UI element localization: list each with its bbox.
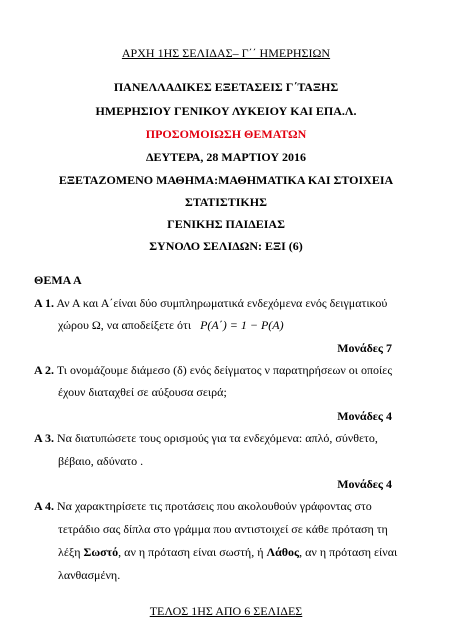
marks-a3: Μονάδες 4	[337, 477, 392, 491]
page-count: ΣΥΝΟΛΟ ΣΕΛΙΔΩΝ: ΕΞΙ (6)	[149, 239, 303, 253]
word-true: Σωστό	[83, 545, 119, 559]
subject-line-2: ΣΤΑΤΙΣΤΙΚΗΣ	[185, 195, 267, 209]
question-a2-cont: έχουν διαταχθεί σε αύξουσα σειρά;	[58, 385, 227, 399]
question-label: Α 4.	[34, 499, 55, 513]
question-text: , αν η πρόταση είναι σωστή, ή	[118, 545, 267, 559]
question-label: Α 1.	[34, 296, 55, 310]
question-a4-cont-3: λανθασμένη.	[58, 568, 121, 582]
exam-date: ΔΕΥΤΕΡΑ, 28 ΜΑΡΤΙΟΥ 2016	[145, 150, 307, 164]
word-false: Λάθος	[266, 545, 300, 559]
question-text: Αν Α και Α΄είναι δύο συμπληρωματικά ενδεχόμενα ενός δειγματικού	[56, 296, 388, 310]
question-a4	[34, 499, 372, 513]
simulation-title: ΠΡΟΣΟΜΟΙΩΣΗ ΘΕΜΑΤΩΝ	[145, 127, 307, 141]
question-text: χώρου Ω, να αποδείξετε ότι	[58, 318, 192, 332]
marks-a1: Μονάδες 7	[337, 341, 392, 355]
question-a4-cont-1: τετράδιο σας δίπλα στο γράμμα που αντιστοιχεί σε κάθε πρόταση τη	[58, 522, 388, 536]
subject-line-1: ΕΞΕΤΑΖΟΜΕΝΟ ΜΑΘΗΜΑ:ΜΑΘΗΜΑΤΙΚΑ ΚΑΙ ΣΤΟΙΧΕΙΑ	[58, 173, 394, 187]
question-text: Να διατυπώσετε τους ορισμούς για τα ενδεχόμενα: απλό, σύνθετο,	[57, 431, 378, 445]
question-text: Να χαρακτηρίσετε τις προτάσεις που ακολουθούν γράφοντας στο	[57, 499, 372, 513]
formula: P(A΄) = 1 − P(A)	[200, 318, 284, 332]
question-text: λέξη	[58, 545, 84, 559]
question-a2	[34, 363, 392, 377]
page-header-top: ΑΡΧΗ 1ΗΣ ΣΕΛΙΔΑΣ– Γ΄΄ ΗΜΕΡΗΣΙΩΝ	[121, 46, 331, 60]
page-footer: ΤΕΛΟΣ 1ΗΣ ΑΠΟ 6 ΣΕΛΙΔΕΣ	[149, 604, 303, 618]
question-a1-cont	[58, 318, 284, 332]
general-education: ΓΕΝΙΚΗΣ ΠΑΙΔΕΙΑΣ	[167, 217, 285, 231]
exam-school: ΗΜΕΡΗΣΙΟΥ ΓΕΝΙΚΟΥ ΛΥΚΕΙΟΥ ΚΑΙ ΕΠΑ.Λ.	[95, 104, 357, 118]
question-a3	[34, 431, 378, 445]
question-text: , αν η πρόταση είναι	[299, 545, 398, 559]
question-text: Τι ονομάζουμε διάμεσο (δ) ενός δείγματος ν παρατηρήσεων οι οποίες	[56, 363, 393, 377]
question-a4-cont-2	[58, 545, 397, 559]
question-label: Α 3.	[34, 431, 55, 445]
marks-a2: Μονάδες 4	[337, 409, 392, 423]
question-a1	[34, 296, 387, 310]
exam-title: ΠΑΝΕΛΛΑΔΙΚΕΣ ΕΞΕΤΑΣΕΙΣ Γ΄ΤΑΞΗΣ	[113, 80, 339, 94]
question-a3-cont: βέβαιο, αδύνατο .	[58, 454, 144, 468]
section-title: ΘΕΜΑ Α	[34, 273, 82, 287]
question-label: Α 2.	[34, 363, 55, 377]
